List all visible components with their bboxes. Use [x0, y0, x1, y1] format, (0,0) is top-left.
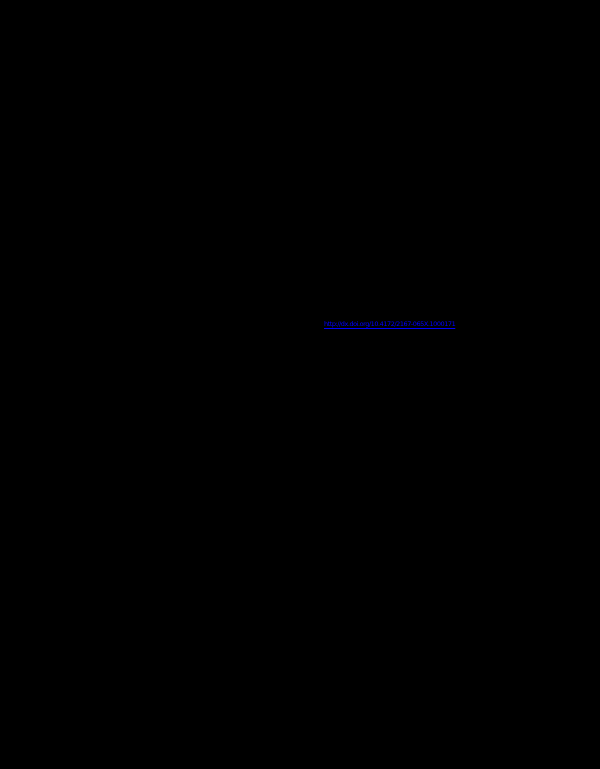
doi-link[interactable]: http://dx.doi.org/10.4172/2167-065X.1000171: [324, 320, 456, 328]
